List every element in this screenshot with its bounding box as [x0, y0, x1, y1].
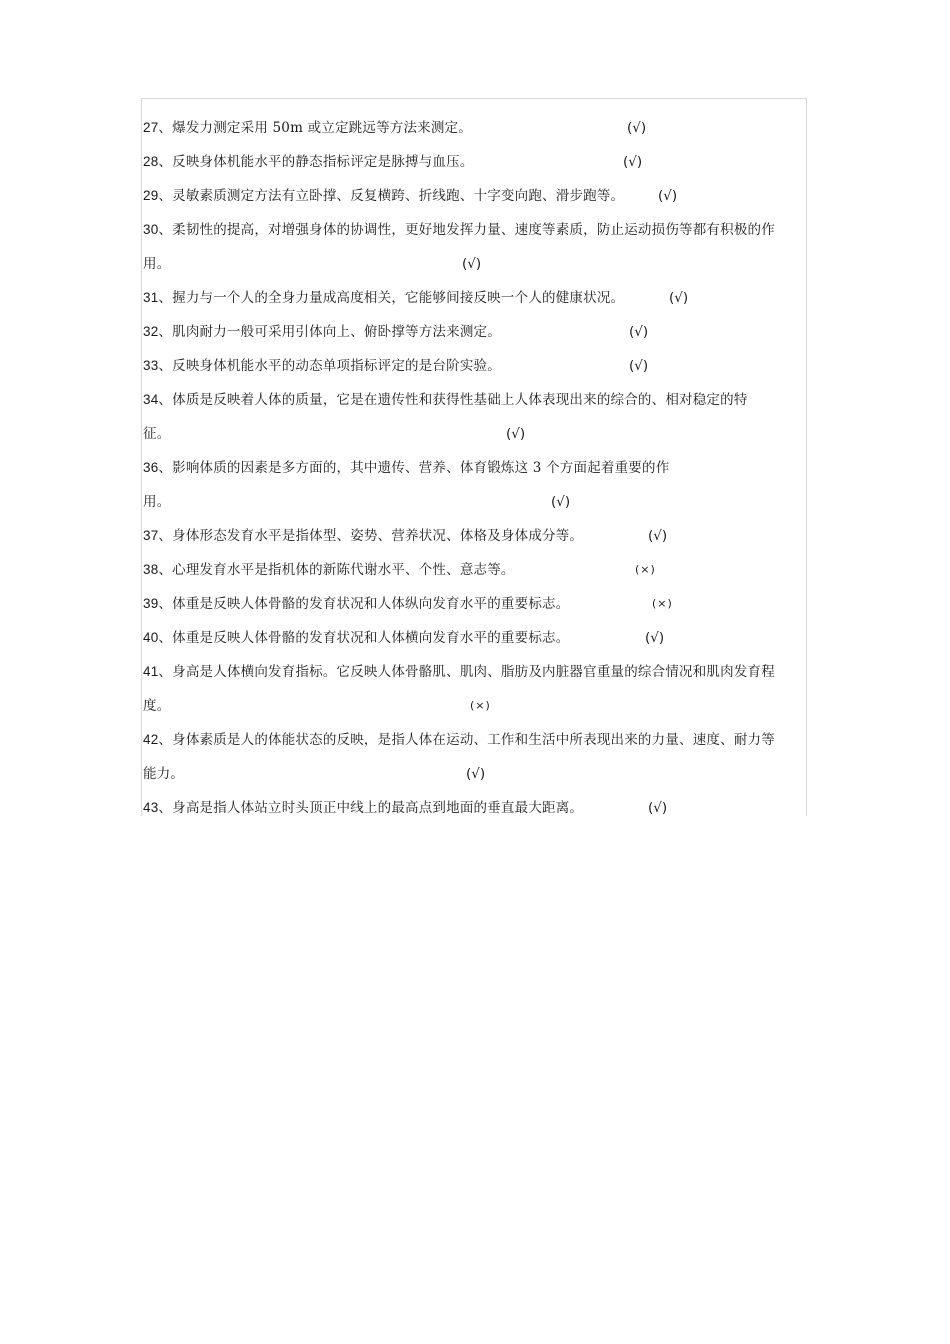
- question-number: 30: [143, 222, 159, 237]
- answer-mark: (√): [648, 800, 668, 816]
- question-number: 39: [143, 596, 159, 611]
- answer-mark: (√): [645, 630, 665, 646]
- question-text: 、肌肉耐力一般可采用引体向上、俯卧撑等方法来测定。: [158, 324, 501, 340]
- question-text: 、身高是人体横向发育指标。它反映人体骨骼肌、肌肉、脂肪及内脏器官重量的综合情况和肌肉发育程: [158, 664, 775, 680]
- question-31: [143, 286, 624, 310]
- question-33: [143, 354, 501, 378]
- answer-mark: (√): [627, 120, 647, 136]
- question-continuation: 征。: [143, 426, 171, 442]
- question-text: 、反映身体机能水平的静态指标评定是脉搏与血压。: [158, 154, 474, 170]
- question-text: 、身高是指人体站立时头顶正中线上的最高点到地面的垂直最大距离。: [158, 800, 584, 816]
- question-number: 33: [143, 358, 159, 373]
- question-number: 37: [143, 528, 159, 543]
- question-37: [143, 524, 583, 548]
- question-43: [143, 796, 583, 820]
- question-number: 34: [143, 392, 159, 407]
- question-text: 、体质是反映着人体的质量，它是在遗传性和获得性基础上人体表现出来的综合的、相对稳定的特: [158, 392, 748, 408]
- question-number: 29: [143, 188, 159, 203]
- question-text: 、灵敏素质测定方法有立卧撑、反复横跨、折线跑、十字变向跑、滑步跑等。: [158, 188, 625, 204]
- question-number: 42: [143, 732, 159, 747]
- answer-mark: (√): [506, 426, 526, 442]
- question-text: 、体重是反映人体骨骼的发育状况和人体横向发育水平的重要标志。: [158, 630, 570, 646]
- question-number: 43: [143, 800, 159, 815]
- question-41: [143, 660, 775, 684]
- answer-mark: (√): [658, 188, 678, 204]
- question-text: 、心理发育水平是指机体的新陈代谢水平、个性、意志等。: [158, 562, 515, 578]
- question-text: 、爆发力测定采用 50m 或立定跳远等方法来测定。: [158, 120, 472, 136]
- answer-mark: (×): [470, 699, 491, 712]
- question-32: [143, 320, 501, 344]
- question-text: 、影响体质的因素是多方面的，其中遗传、营养、体育锻炼这 3 个方面起着重要的作: [158, 460, 670, 476]
- question-continuation: 能力。: [143, 766, 185, 782]
- question-number: 27: [143, 120, 159, 135]
- answer-mark: (√): [669, 290, 689, 306]
- question-number: 41: [143, 664, 159, 679]
- question-text: 、体重是反映人体骨骼的发育状况和人体纵向发育水平的重要标志。: [158, 596, 570, 612]
- answer-mark: (√): [629, 324, 649, 340]
- question-text: 、身体形态发育水平是指体型、姿势、营养状况、体格及身体成分等。: [158, 528, 584, 544]
- question-text: 、身体素质是人的体能状态的反映，是指人体在运动、工作和生活中所表现出来的力量、速度、耐力等: [158, 732, 775, 748]
- answer-mark: (√): [623, 154, 643, 170]
- question-number: 32: [143, 324, 159, 339]
- answer-mark: (×): [635, 563, 656, 576]
- question-number: 40: [143, 630, 159, 645]
- question-text: 、反映身体机能水平的动态单项指标评定的是台阶实验。: [158, 358, 501, 374]
- question-36: [143, 456, 669, 480]
- question-28: [143, 150, 474, 174]
- answer-mark: (√): [462, 256, 482, 272]
- question-29: [143, 184, 624, 208]
- question-number: 38: [143, 562, 159, 577]
- question-number: 31: [143, 290, 159, 305]
- question-34: [143, 388, 748, 412]
- question-text: 、握力与一个人的全身力量成高度相关，它能够间接反映一个人的健康状况。: [158, 290, 625, 306]
- question-continuation: 度。: [143, 698, 171, 714]
- question-30: [143, 218, 775, 242]
- question-number: 36: [143, 460, 159, 475]
- question-continuation: 用。: [143, 494, 171, 510]
- question-text: 、柔韧性的提高，对增强身体的协调性，更好地发挥力量、速度等素质，防止运动损伤等都有积极的作: [158, 222, 775, 238]
- answer-mark: (√): [466, 766, 486, 782]
- question-27: [143, 116, 472, 140]
- question-38: [143, 558, 515, 582]
- question-40: [143, 626, 569, 650]
- question-continuation: 用。: [143, 256, 171, 272]
- question-42: [143, 728, 775, 752]
- answer-mark: (×): [652, 597, 673, 610]
- question-39: [143, 592, 569, 616]
- answer-mark: (√): [551, 494, 571, 510]
- question-number: 28: [143, 154, 159, 169]
- answer-mark: (√): [648, 528, 668, 544]
- answer-mark: (√): [629, 358, 649, 374]
